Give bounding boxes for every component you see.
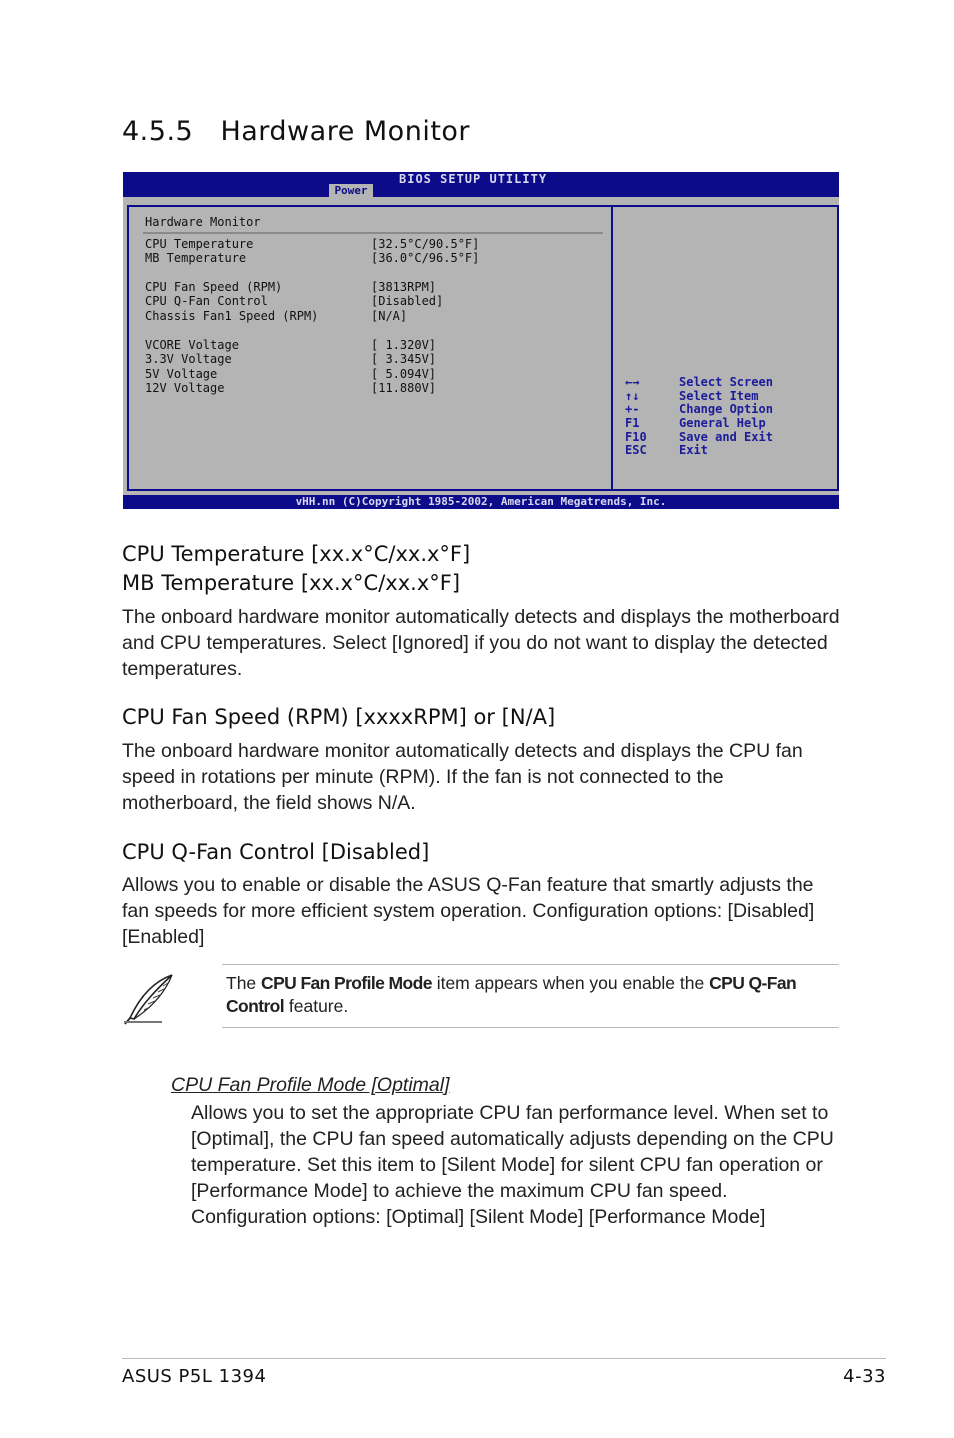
bios-help-panel — [611, 205, 839, 491]
subsection-title: CPU Fan Profile Mode [Optimal] — [171, 1074, 450, 1096]
bios-copyright-bar: vHH.nn (C)Copyright 1985-2002, American Megatrends, Inc. — [123, 495, 839, 509]
feather-pen-icon — [122, 972, 178, 1026]
note-bold-qfan-control: CPU Q-Fan Control — [226, 973, 797, 1016]
bios-panel-title: Hardware Monitor — [145, 215, 261, 229]
bios-row-chassis-fan-speed — [145, 309, 408, 324]
bios-row-value: [ 5.094V] — [371, 367, 437, 381]
note-text-part: feature. — [284, 996, 349, 1016]
bios-key-desc: Save and Exit — [679, 430, 773, 444]
arrows-left-right-icon: ←→ — [625, 375, 640, 389]
arrows-up-down-icon: ↑↓ — [625, 389, 640, 403]
bios-title: BIOS SETUP UTILITY — [399, 172, 548, 186]
bios-row-value: [ 3.345V] — [371, 352, 437, 366]
note-divider-bottom — [222, 1027, 839, 1028]
bios-key-desc: Select Item — [679, 389, 759, 403]
bios-row-label: CPU Temperature — [145, 237, 254, 251]
heading-cpu-temperature: CPU Temperature [xx.x°C/xx.x°F] — [122, 542, 471, 566]
footer-product-name: ASUS P5L 1394 — [122, 1366, 267, 1387]
note-text — [226, 972, 836, 1018]
bios-key-select-screen — [625, 375, 773, 389]
bios-screenshot — [123, 172, 839, 509]
bios-title-bar — [123, 172, 839, 197]
bios-row-value: [Disabled] — [371, 294, 444, 308]
subsection-body — [191, 1100, 851, 1230]
note-text-part: The — [226, 973, 262, 993]
paragraph-qfan-control: Allows you to enable or disable the ASUS Q-Fan feature that smartly adjusts the fan speeds for more efficient system operation. Configuration options: [Disabled] [Enabled] — [122, 874, 815, 948]
bios-row-label: 12V Voltage — [145, 381, 225, 395]
subsection-description: Allows you to set the appropriate CPU fan performance level. When set to [Optimal], the CPU fan speed automatically adjusts depending on the CPU temperature. Set this item to [Silent Mode] for silent CPU fan operation or [Performance Mode] to achieve the maximum CPU fan speed. — [191, 1102, 834, 1202]
paragraph-fan-speed: The onboard hardware monitor automatically detects and displays the CPU fan speed in rotations per minute (RPM). If the fan is not connected to the motherboard, the field shows N/A. — [122, 740, 803, 814]
bios-row-cpu-temperature — [145, 237, 480, 252]
bios-row-value: [11.880V] — [371, 381, 437, 395]
bios-row-vcore-voltage — [145, 338, 437, 353]
bios-row-label: 5V Voltage — [145, 367, 218, 381]
bios-key-desc: Change Option — [679, 402, 773, 416]
heading-cpu-qfan-control: CPU Q-Fan Control [Disabled] — [122, 840, 430, 864]
bios-row-mb-temperature — [145, 251, 480, 266]
bios-key-desc: Select Screen — [679, 375, 773, 389]
bios-row-cpu-qfan-control — [145, 294, 444, 309]
bios-row-12v-voltage — [145, 381, 437, 396]
bios-row-value: [ 1.320V] — [371, 338, 437, 352]
bios-row-value: [36.0°C/96.5°F] — [371, 251, 480, 265]
bios-settings-panel — [127, 205, 613, 491]
bios-key: +- — [625, 402, 640, 416]
bios-row-5v-voltage — [145, 367, 437, 382]
note-bold-profile-mode: CPU Fan Profile Mode — [261, 973, 432, 993]
note-text-part: item appears when you enable the — [431, 973, 710, 993]
bios-row-value: [3813RPM] — [371, 280, 437, 294]
note-divider-top — [222, 964, 839, 965]
bios-row-value: [N/A] — [371, 309, 408, 323]
bios-key-desc: General Help — [679, 416, 766, 430]
bios-row-label: 3.3V Voltage — [145, 352, 232, 366]
bios-row-label: CPU Q-Fan Control — [145, 294, 268, 308]
footer-page-number: 4-33 — [843, 1366, 886, 1387]
subsection-options: Configuration options: [Optimal] [Silent Mode] [Performance Mode] — [191, 1206, 766, 1228]
bios-tab-power: Power — [329, 184, 373, 197]
bios-row-cpu-fan-speed — [145, 280, 437, 295]
bios-row-label: MB Temperature — [145, 251, 247, 265]
bios-row-label: CPU Fan Speed (RPM) — [145, 280, 283, 294]
bios-key-exit — [625, 443, 708, 457]
bios-panel-divider — [143, 232, 603, 234]
bios-row-label: Chassis Fan1 Speed (RPM) — [145, 309, 319, 323]
bios-key-select-item — [625, 389, 759, 403]
bios-row-value: [32.5°C/90.5°F] — [371, 237, 480, 251]
bios-key-save-exit — [625, 430, 773, 444]
bios-row-3v3-voltage — [145, 352, 437, 367]
bios-key: F1 — [625, 416, 640, 430]
bios-key-change-option — [625, 402, 773, 416]
bios-key-desc: Exit — [679, 443, 708, 457]
bios-key-general-help — [625, 416, 766, 430]
heading-cpu-fan-speed: CPU Fan Speed (RPM) [xxxxRPM] or [N/A] — [122, 705, 556, 729]
section-title: 4.5.5 Hardware Monitor — [122, 116, 471, 147]
footer-divider — [122, 1358, 886, 1359]
bios-key: ESC — [625, 443, 647, 457]
bios-key: F10 — [625, 430, 647, 444]
heading-mb-temperature: MB Temperature [xx.x°C/xx.x°F] — [122, 571, 461, 595]
bios-row-label: VCORE Voltage — [145, 338, 239, 352]
paragraph-temperature: The onboard hardware monitor automatically detects and displays the motherboard and CPU temperatures. Select [Ignored] if you do not want to display the detected temperatures. — [122, 606, 840, 680]
